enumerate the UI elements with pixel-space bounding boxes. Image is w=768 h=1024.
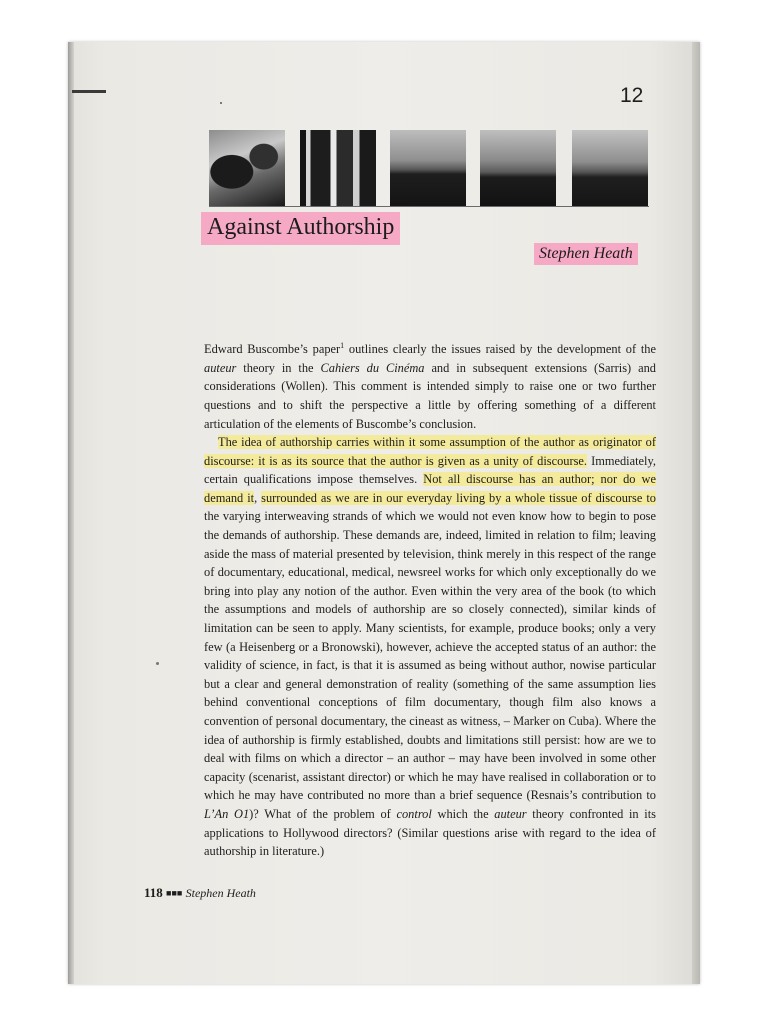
paragraph-2: The idea of authorship carries within it some assumption of the author as originator of discourse: it is as its source that the author is given as a unity of discourse. Immediately, certain qualifications impose themselves. Not all discourse has an author; nor do we demand it, surrounded as we are in our everyday living by a whole tissue of discourse to the varying interweaving strands of which we would not even know how to begin to pose the demands of authorship. These demands are, indeed, limited in relation to film; leaving aside the mass of material presented by television, think merely in this respect of the range of documentary, educational, medical, newsreel works for which only exceptionally do we bring into play any notion of the author. Even within the very area of the book (to which the assumptions and models of authorship are so closely connected), similar kinds of limitation can be seen to apply. Many scientists, for example, produce books; only a very few (a Heisenberg or a Bronowski), however, achieve the accepted status of an author: the validity of science, in fact, is that it is assumed as being without author, nowise particular but a clear and general demonstration of reality (something of the same assumption lies behind conventional conceptions of film documentary, though film also knows a convention of personal documentary, the cineast as witness, – Marker on Cuba). Where the idea of authorship is firmly established, doubts and limitations still persist: how are we to deal with films on which a director – an author – may have been involved in some other capacity (scenarist, assistant director) or which he may have realised in collaboration or to which he may have contributed no more than a brief sequence (Resnais’s contribution to L’An O1)? What of the problem of control which the auteur theory confronted in its applications to Hollywood directors? (Similar questions arise with regard to the idea of authorship in literature.) [204, 435, 656, 859]
dust-speck [156, 662, 159, 665]
footnote-marker: 1 [340, 341, 345, 350]
film-still-faces [209, 130, 285, 206]
page-number: 118 [144, 885, 163, 900]
paragraph-1: Edward Buscombe’s paper$^1$ outlines clearly the issues raised by the development of the auteur theory in the Cahiers du Cinéma and in subsequent extensions (Sarris) and considerations (Wollen). This comment is intended simply to raise one or two further questions and to shift the perspective a little by offering something of a different articulation of the elements of Buscombe’s conclusion. [204, 341, 656, 431]
title-rule [209, 206, 649, 207]
body-text [204, 337, 656, 861]
dust-speck [220, 102, 222, 104]
chapter-author: Stephen Heath [539, 245, 633, 262]
title-highlight [201, 212, 400, 245]
footer-squares-ornament: ■■■ [166, 888, 183, 898]
highlighted-text: The idea of authorship carries within it some assumption of the author as originator of discourse: it is as its source that the author is given as a unity of discourse. [204, 435, 656, 468]
film-still-horizon [572, 130, 648, 206]
highlighted-text: surrounded as we are in our everyday living by a whole tissue of discourse to [261, 490, 656, 505]
running-footer [144, 885, 256, 901]
film-still-horizon [390, 130, 466, 206]
author-highlight [534, 243, 638, 265]
page-fore-edge [692, 42, 700, 984]
film-still-windows [300, 130, 376, 206]
binding-mark [72, 90, 106, 93]
page-gutter-edge [68, 42, 74, 984]
footer-author: Stephen Heath [185, 886, 256, 900]
highlighted-text: Not all discourse has an author; nor do we demand it [204, 472, 656, 505]
chapter-number: 12 [620, 84, 644, 107]
film-still-horizon [480, 130, 556, 206]
chapter-title: Against Authorship [207, 214, 395, 240]
book-page [68, 42, 700, 984]
